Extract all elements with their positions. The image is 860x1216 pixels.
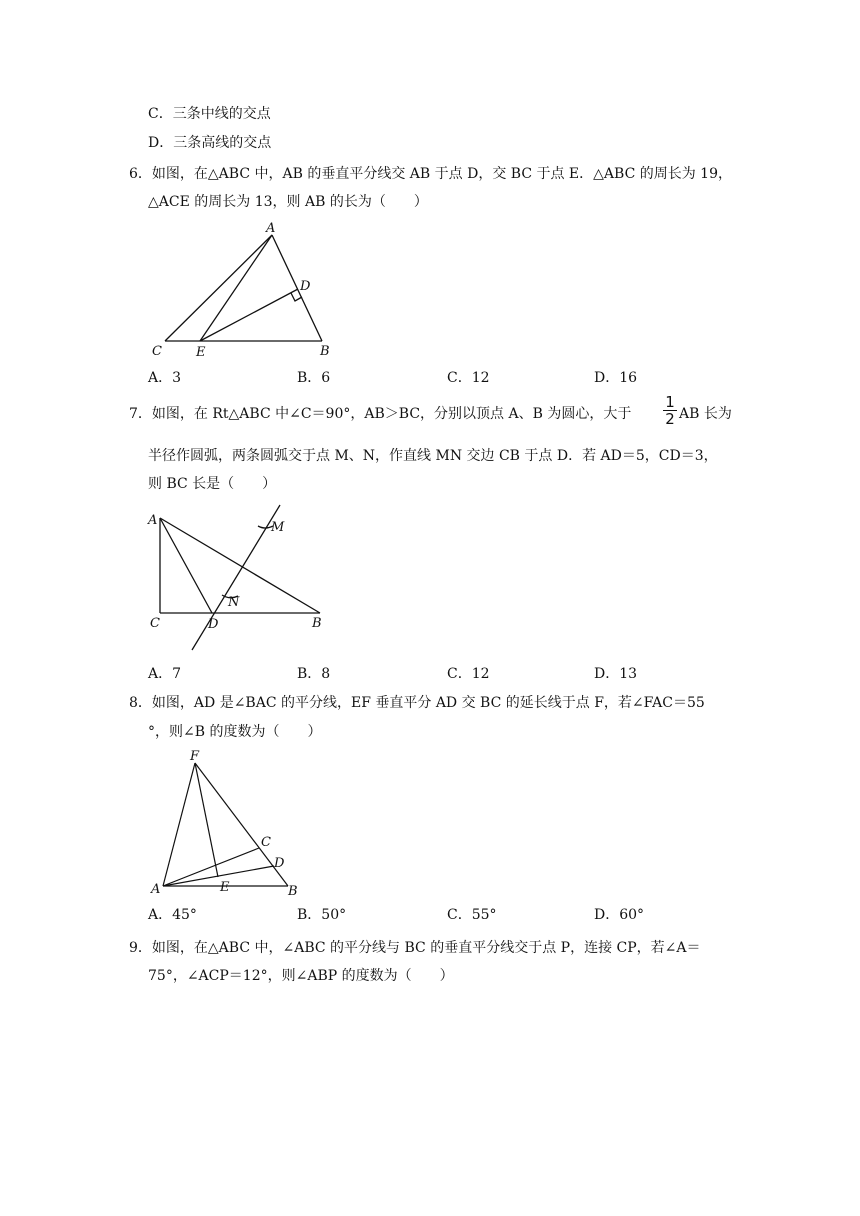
q7-label-b: B [312, 616, 322, 631]
q7-text-line3: 则 BC 长是（ ） [148, 476, 277, 492]
q7-option-c: C．12 [447, 666, 490, 682]
q6-label-e: E [196, 345, 206, 360]
q7-label-c: C [150, 616, 160, 631]
q7-label-n: N [228, 595, 240, 610]
q9-text-line1: 9．如图，在△ABC 中，∠ABC 的平分线与 BC 的垂直平分线交于点 P，连接 CP，若∠A＝ [129, 940, 701, 956]
q7-option-b: B．8 [297, 666, 331, 682]
q8-text-line2: °，则∠B 的度数为（ ） [148, 724, 322, 740]
q7-text-line2: 半径作圆弧，两条圆弧交于点 M、N，作直线 MN 交边 CB 于点 D．若 AD＝5，CD＝3， [148, 448, 718, 464]
q7-label-a: A [148, 513, 158, 528]
q8-label-b: B [288, 884, 298, 899]
q8-label-d: D [274, 856, 285, 871]
q6-label-c: C [152, 344, 162, 359]
q8-option-c: C．55° [447, 907, 497, 923]
q7-label-d: D [208, 617, 219, 632]
q8-label-e: E [220, 880, 230, 895]
q6-label-d: D [300, 279, 311, 294]
q6-label-a: A [266, 221, 276, 236]
q7-fraction-denominator: 2 [665, 410, 675, 428]
q6-figure [140, 220, 360, 365]
q8-option-a: A．45° [148, 907, 197, 923]
q7-fraction [663, 394, 677, 427]
q6-label-b: B [320, 344, 330, 359]
option-d-prev: D．三条高线的交点 [148, 135, 272, 151]
q8-label-c: C [261, 835, 271, 850]
q7-option-d: D．13 [594, 666, 638, 682]
q8-text-line1: 8．如图，AD 是∠BAC 的平分线，EF 垂直平分 AD 交 BC 的延长线于点 F，若∠FAC＝55 [129, 695, 705, 711]
q8-label-f: F [190, 749, 200, 764]
q7-label-m: M [271, 520, 285, 535]
q8-label-a: A [151, 882, 161, 897]
option-c-prev: C．三条中线的交点 [148, 106, 271, 122]
q6-option-d: D．16 [594, 370, 638, 386]
q7-text-line1b: AB 长为 [679, 406, 732, 422]
q8-option-b: B．50° [297, 907, 347, 923]
q6-option-b: B．6 [297, 370, 331, 386]
q7-text-line1: 7．如图，在 Rt△ABC 中∠C＝90°，AB＞BC，分别以顶点 A、B 为圆心，大于 [129, 406, 632, 422]
q8-figure [145, 748, 315, 898]
q7-option-a: A．7 [148, 666, 182, 682]
q6-text-line1: 6．如图，在△ABC 中，AB 的垂直平分线交 AB 于点 D，交 BC 于点 E．△ABC 的周长为 19， [129, 166, 732, 182]
q6-option-a: A．3 [148, 370, 182, 386]
q7-figure [140, 500, 350, 655]
q6-option-c: C．12 [447, 370, 490, 386]
q7-fraction-numerator: 1 [665, 393, 675, 411]
q8-option-d: D．60° [594, 907, 645, 923]
q6-text-line2: △ACE 的周长为 13，则 AB 的长为（ ） [148, 194, 428, 210]
q9-text-line2: 75°，∠ACP＝12°，则∠ABP 的度数为（ ） [148, 968, 454, 984]
